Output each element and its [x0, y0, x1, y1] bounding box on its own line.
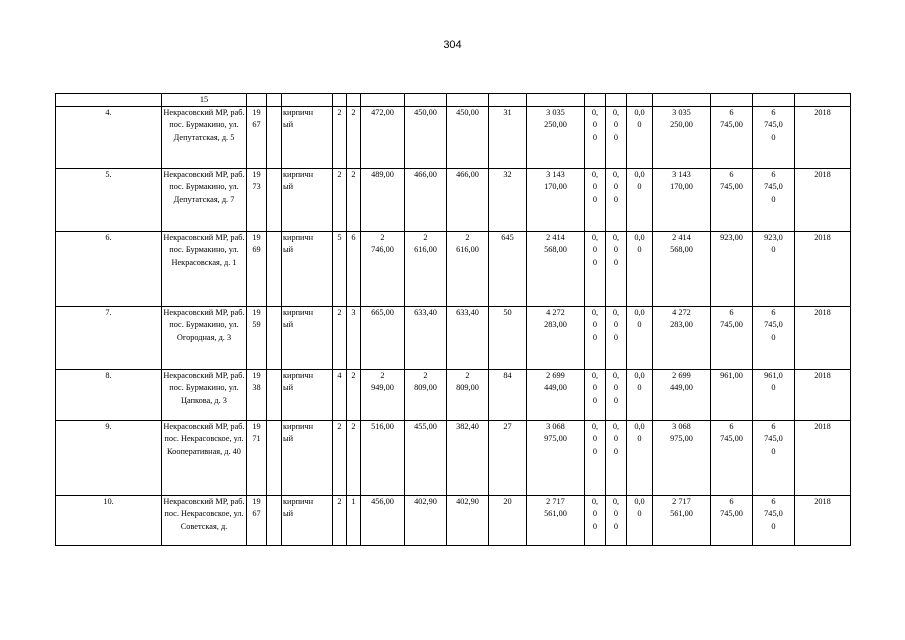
entrances-cell [347, 169, 361, 232]
entrances-cell [347, 496, 361, 546]
area-b-text: 402,90 [456, 497, 479, 507]
plan-year-text: 2018 [814, 308, 831, 318]
area-a-cell [405, 421, 447, 496]
share-2-cell [606, 496, 627, 546]
residents-text: 32 [503, 170, 512, 180]
address-text: Некрасовский МР, раб. пос. Бурмакино, ул. Цапкова, д. 3 [163, 371, 245, 405]
share-1-cell [585, 307, 606, 370]
table-row [56, 496, 851, 546]
share-2-cell [606, 232, 627, 307]
area-total-text: 665,00 [371, 308, 394, 318]
floors-cell [333, 496, 347, 546]
plan-year-cell [795, 421, 851, 496]
unit-cost-text: 923,00 [720, 233, 743, 243]
plan-year-cell [795, 169, 851, 232]
address-text: Некрасовский МР, раб. пос. Бурмакино, ул. Депутатская, д. 5 [163, 108, 245, 142]
build-year-cell [247, 232, 267, 307]
build-year-text: 19 71 [252, 422, 261, 444]
cell [585, 94, 606, 107]
area-a-text: 455,00 [414, 422, 437, 432]
plan-year-text: 2018 [814, 422, 831, 432]
floors-text: 2 [337, 497, 342, 507]
floors-text: 5 [337, 233, 342, 243]
total-cost-text: 2 717 561,00 [670, 497, 693, 519]
max-cost-text: 6 745,0 0 [764, 108, 783, 142]
row-number-text: 5. [105, 170, 112, 180]
max-cost-text: 961,0 0 [764, 371, 783, 393]
row-number-cell [56, 307, 162, 370]
area-a-cell [405, 232, 447, 307]
residents-cell [489, 169, 527, 232]
plan-year-cell [795, 107, 851, 169]
housing-register-table [55, 93, 851, 546]
share-3-text: 0,0 0 [634, 170, 645, 192]
cell [527, 94, 585, 107]
entrances-text: 3 [351, 308, 356, 318]
area-a-cell [405, 169, 447, 232]
table-row [56, 169, 851, 232]
floors-text: 2 [337, 170, 342, 180]
share-3-cell [627, 232, 653, 307]
build-year-cell [247, 169, 267, 232]
area-total-text: 2 949,00 [371, 371, 394, 393]
build-year-cell [247, 370, 267, 421]
area-a-cell [405, 370, 447, 421]
plan-year-cell [795, 370, 851, 421]
entrances-text: 2 [351, 108, 356, 118]
table-row [56, 232, 851, 307]
area-a-text: 633,40 [414, 308, 437, 318]
address-text: Некрасовский МР, раб. пос. Бурмакино, ул. Депутатская, д. 7 [163, 170, 245, 204]
area-b-text: 2 809,00 [456, 371, 479, 393]
max-cost-cell [753, 421, 795, 496]
share-1-cell [585, 107, 606, 169]
cell [56, 94, 162, 107]
area-b-text: 466,00 [456, 170, 479, 180]
cost-text: 2 414 568,00 [544, 233, 567, 255]
plan-year-cell [795, 232, 851, 307]
total-cost-text: 4 272 283,00 [670, 308, 693, 330]
floors-cell [333, 307, 347, 370]
row-number-text: 6. [105, 233, 112, 243]
area-total-text: 456,00 [371, 497, 394, 507]
area-total-cell [361, 496, 405, 546]
build-year-cell [247, 307, 267, 370]
cost-cell [527, 107, 585, 169]
share-1-text: 0, 0 0 [591, 422, 599, 456]
share-2-cell [606, 307, 627, 370]
page-number: 304 [443, 39, 462, 51]
row-number-cell [56, 169, 162, 232]
row-number-text: 7. [105, 308, 112, 318]
entrances-text: 2 [351, 170, 356, 180]
wall-material-cell [282, 307, 333, 370]
cost-cell [527, 370, 585, 421]
cell [489, 94, 527, 107]
area-total-text: 489,00 [371, 170, 394, 180]
entrances-text: 2 [351, 422, 356, 432]
cost-cell [527, 169, 585, 232]
build-year-text: 19 69 [252, 233, 261, 255]
unit-cost-cell [711, 169, 753, 232]
cell [405, 94, 447, 107]
area-b-cell [447, 232, 489, 307]
residents-text: 31 [503, 108, 512, 118]
cell [653, 94, 711, 107]
share-2-cell [606, 421, 627, 496]
unit-cost-cell [711, 107, 753, 169]
share-1-cell [585, 232, 606, 307]
area-a-cell [405, 496, 447, 546]
share-1-text: 0, 0 0 [591, 108, 599, 142]
cost-text: 3 143 170,00 [544, 170, 567, 192]
blank-cell [267, 496, 282, 546]
share-1-text: 0, 0 0 [591, 308, 599, 342]
share-1-cell [585, 496, 606, 546]
area-b-cell [447, 370, 489, 421]
cost-text: 2 699 449,00 [544, 371, 567, 393]
max-cost-cell [753, 107, 795, 169]
address-text: Некрасовский МР, раб. пос. Некрасовское, ул. Кооперативная, д. 40 [163, 422, 245, 456]
cost-cell [527, 496, 585, 546]
wall-material-text: кирпичн ый [283, 233, 314, 255]
area-b-text: 450,00 [456, 108, 479, 118]
cell [282, 94, 333, 107]
row-number-cell [56, 232, 162, 307]
max-cost-cell [753, 496, 795, 546]
share-3-cell [627, 169, 653, 232]
wall-material-cell [282, 370, 333, 421]
row-number-text: 8. [105, 371, 112, 381]
residents-text: 84 [503, 371, 512, 381]
share-1-text: 0, 0 0 [591, 371, 599, 405]
total-cost-cell [653, 370, 711, 421]
table-row [56, 421, 851, 496]
share-3-text: 0,0 0 [634, 497, 645, 519]
share-1-text: 0, 0 0 [591, 233, 599, 267]
area-b-cell [447, 496, 489, 546]
unit-cost-text: 6 745,00 [720, 497, 743, 519]
floors-text: 2 [337, 108, 342, 118]
floors-cell [333, 107, 347, 169]
share-2-text: 0, 0 0 [612, 422, 620, 456]
build-year-text: 19 59 [252, 308, 261, 330]
unit-cost-cell [711, 232, 753, 307]
table-row [56, 107, 851, 169]
cell [711, 94, 753, 107]
unit-cost-cell [711, 496, 753, 546]
cell [606, 94, 627, 107]
wall-material-text: кирпичн ый [283, 308, 314, 330]
area-total-cell [361, 421, 405, 496]
entrances-cell [347, 421, 361, 496]
unit-cost-cell [711, 421, 753, 496]
unit-cost-text: 961,00 [720, 371, 743, 381]
plan-year-text: 2018 [814, 108, 831, 118]
max-cost-cell [753, 370, 795, 421]
area-a-text: 402,90 [414, 497, 437, 507]
floors-cell [333, 169, 347, 232]
address-text: Некрасовский МР, раб. пос. Бурмакино, ул. Огородная, д. 3 [163, 308, 245, 342]
area-b-cell [447, 107, 489, 169]
cell [361, 94, 405, 107]
share-2-cell [606, 169, 627, 232]
build-year-cell [247, 107, 267, 169]
share-1-cell [585, 169, 606, 232]
total-cost-cell [653, 107, 711, 169]
share-2-text: 0, 0 0 [612, 497, 620, 531]
address-cell [162, 370, 247, 421]
cost-cell [527, 232, 585, 307]
blank-cell [267, 169, 282, 232]
total-cost-text: 3 143 170,00 [670, 170, 693, 192]
max-cost-text: 6 745,0 0 [764, 308, 783, 342]
carryover-address-cell [162, 94, 247, 107]
entrances-cell [347, 370, 361, 421]
row-number-text: 9. [105, 422, 112, 432]
share-3-cell [627, 107, 653, 169]
share-3-cell [627, 421, 653, 496]
share-2-text: 0, 0 0 [612, 108, 620, 142]
wall-material-cell [282, 421, 333, 496]
entrances-text: 1 [351, 497, 356, 507]
cost-cell [527, 307, 585, 370]
floors-text: 2 [337, 422, 342, 432]
plan-year-text: 2018 [814, 233, 831, 243]
blank-cell [267, 370, 282, 421]
wall-material-cell [282, 496, 333, 546]
area-total-text: 516,00 [371, 422, 394, 432]
wall-material-cell [282, 107, 333, 169]
area-total-cell [361, 232, 405, 307]
share-3-cell [627, 496, 653, 546]
area-b-text: 382,40 [456, 422, 479, 432]
area-total-cell [361, 107, 405, 169]
floors-cell [333, 232, 347, 307]
plan-year-text: 2018 [814, 497, 831, 507]
wall-material-text: кирпичн ый [283, 497, 314, 519]
residents-cell [489, 232, 527, 307]
max-cost-text: 6 745,0 0 [764, 422, 783, 456]
total-cost-cell [653, 421, 711, 496]
share-3-cell [627, 370, 653, 421]
address-text: Некрасовский МР, раб. пос. Бурмакино, ул. Некрасовская, д. 1 [163, 233, 245, 267]
share-2-text: 0, 0 0 [612, 308, 620, 342]
area-b-text: 2 616,00 [456, 233, 479, 255]
area-a-cell [405, 307, 447, 370]
share-1-cell [585, 421, 606, 496]
area-total-cell [361, 169, 405, 232]
area-b-cell [447, 169, 489, 232]
cell [247, 94, 267, 107]
blank-cell [267, 307, 282, 370]
area-a-cell [405, 107, 447, 169]
total-cost-text: 3 068 975,00 [670, 422, 693, 444]
max-cost-cell [753, 169, 795, 232]
floors-cell [333, 421, 347, 496]
plan-year-text: 2018 [814, 371, 831, 381]
wall-material-text: кирпичн ый [283, 422, 314, 444]
cost-cell [527, 421, 585, 496]
total-cost-cell [653, 232, 711, 307]
floors-text: 2 [337, 308, 342, 318]
residents-cell [489, 107, 527, 169]
build-year-text: 19 67 [252, 497, 261, 519]
unit-cost-text: 6 745,00 [720, 422, 743, 444]
area-a-text: 2 809,00 [414, 371, 437, 393]
row-number-cell [56, 496, 162, 546]
wall-material-text: кирпичн ый [283, 371, 314, 393]
max-cost-text: 923,0 0 [764, 233, 783, 255]
blank-cell [267, 107, 282, 169]
area-b-cell [447, 421, 489, 496]
area-a-text: 466,00 [414, 170, 437, 180]
plan-year-cell [795, 307, 851, 370]
share-1-cell [585, 370, 606, 421]
total-cost-cell [653, 307, 711, 370]
area-a-text: 450,00 [414, 108, 437, 118]
table-row [56, 307, 851, 370]
share-1-text: 0, 0 0 [591, 170, 599, 204]
cell [447, 94, 489, 107]
share-3-text: 0,0 0 [634, 308, 645, 330]
unit-cost-cell [711, 307, 753, 370]
entrances-cell [347, 307, 361, 370]
max-cost-cell [753, 232, 795, 307]
plan-year-text: 2018 [814, 170, 831, 180]
area-b-text: 633,40 [456, 308, 479, 318]
total-cost-text: 2 414 568,00 [670, 233, 693, 255]
wall-material-text: кирпичн ый [283, 170, 314, 192]
address-cell [162, 307, 247, 370]
share-3-text: 0,0 0 [634, 233, 645, 255]
build-year-cell [247, 421, 267, 496]
share-2-text: 0, 0 0 [612, 233, 620, 267]
carryover-row [56, 94, 851, 107]
unit-cost-text: 6 745,00 [720, 170, 743, 192]
entrances-text: 6 [351, 233, 356, 243]
share-2-cell [606, 370, 627, 421]
wall-material-cell [282, 232, 333, 307]
share-3-cell [627, 307, 653, 370]
floors-text: 4 [337, 371, 342, 381]
residents-cell [489, 421, 527, 496]
blank-cell [267, 421, 282, 496]
cell [333, 94, 347, 107]
share-3-text: 0,0 0 [634, 108, 645, 130]
plan-year-cell [795, 496, 851, 546]
cell [347, 94, 361, 107]
row-number-cell [56, 107, 162, 169]
share-2-cell [606, 107, 627, 169]
unit-cost-text: 6 745,00 [720, 108, 743, 130]
address-cell [162, 107, 247, 169]
share-1-text: 0, 0 0 [591, 497, 599, 531]
residents-text: 645 [501, 233, 514, 243]
share-3-text: 0,0 0 [634, 422, 645, 444]
row-number-cell [56, 421, 162, 496]
max-cost-cell [753, 307, 795, 370]
unit-cost-cell [711, 370, 753, 421]
entrances-cell [347, 232, 361, 307]
floors-cell [333, 370, 347, 421]
area-a-text: 2 616,00 [414, 233, 437, 255]
area-total-cell [361, 307, 405, 370]
address-cell [162, 169, 247, 232]
carryover-text: 15 [199, 95, 209, 104]
area-total-cell [361, 370, 405, 421]
cell [267, 94, 282, 107]
residents-cell [489, 307, 527, 370]
address-cell [162, 232, 247, 307]
share-2-text: 0, 0 0 [612, 170, 620, 204]
build-year-text: 19 67 [252, 108, 261, 130]
address-cell [162, 421, 247, 496]
share-2-text: 0, 0 0 [612, 371, 620, 405]
build-year-text: 19 38 [252, 371, 261, 393]
cost-text: 3 035 250,00 [544, 108, 567, 130]
max-cost-text: 6 745,0 0 [764, 497, 783, 531]
row-number-text: 4. [105, 108, 112, 118]
total-cost-text: 2 699 449,00 [670, 371, 693, 393]
cell [627, 94, 653, 107]
cell [753, 94, 795, 107]
wall-material-text: кирпичн ый [283, 108, 314, 130]
unit-cost-text: 6 745,00 [720, 308, 743, 330]
total-cost-text: 3 035 250,00 [670, 108, 693, 130]
cell [795, 94, 851, 107]
residents-text: 20 [503, 497, 512, 507]
area-b-cell [447, 307, 489, 370]
cost-text: 2 717 561,00 [544, 497, 567, 519]
residents-cell [489, 496, 527, 546]
share-3-text: 0,0 0 [634, 371, 645, 393]
total-cost-cell [653, 496, 711, 546]
address-cell [162, 496, 247, 546]
max-cost-text: 6 745,0 0 [764, 170, 783, 204]
area-total-text: 2 746,00 [371, 233, 394, 255]
row-number-cell [56, 370, 162, 421]
address-text: Некрасовский МР, раб. пос. Некрасовское, ул. Советская, д. [163, 497, 245, 531]
entrances-cell [347, 107, 361, 169]
table-row [56, 370, 851, 421]
residents-cell [489, 370, 527, 421]
area-total-text: 472,00 [371, 108, 394, 118]
total-cost-cell [653, 169, 711, 232]
row-number-text: 10. [103, 497, 114, 507]
cost-text: 4 272 283,00 [544, 308, 567, 330]
build-year-cell [247, 496, 267, 546]
build-year-text: 19 73 [252, 170, 261, 192]
cost-text: 3 068 975,00 [544, 422, 567, 444]
residents-text: 27 [503, 422, 512, 432]
entrances-text: 2 [351, 371, 356, 381]
wall-material-cell [282, 169, 333, 232]
blank-cell [267, 232, 282, 307]
residents-text: 50 [503, 308, 512, 318]
